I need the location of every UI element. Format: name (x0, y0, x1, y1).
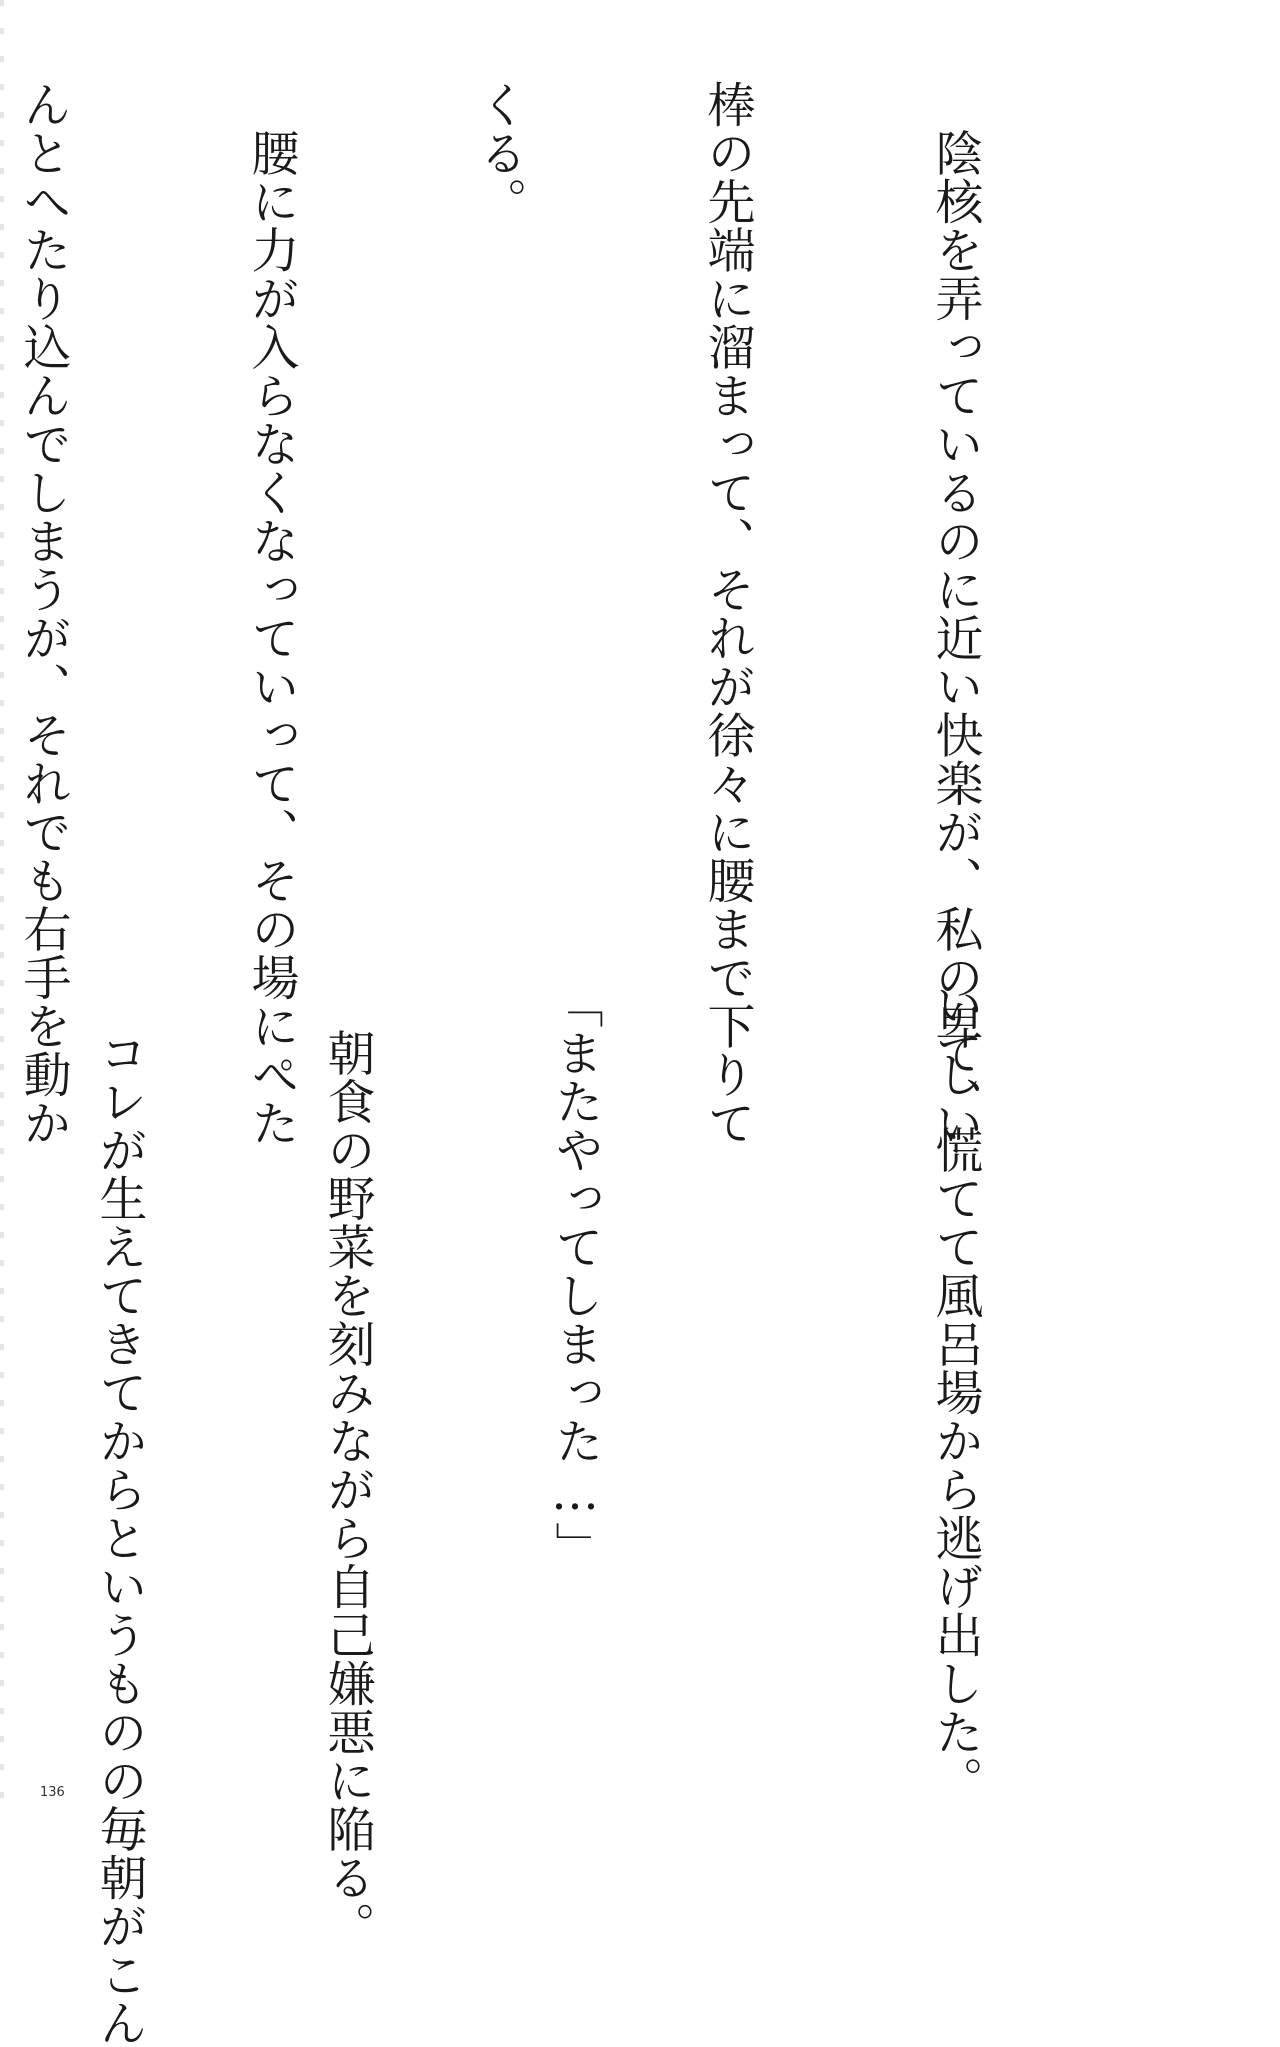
text-column: コレが生えてきてからというものの毎朝がこん (91, 980, 147, 2047)
text-column: 棒の先端に溜まって、それが徐々に腰まで下りて (699, 80, 755, 1147)
text-column: 「またやってしまった…」 (547, 980, 603, 1570)
text-column: 朝食の野菜を刻みながら自己嫌悪に陥る。 (319, 980, 375, 1950)
page-number: 136 (40, 1785, 65, 1800)
text-column: 陰核を弄っているのに近い快楽が、私の卑しい (927, 80, 983, 1147)
text-column: んとへたり込んでしまうが、それでも右手を動か (15, 80, 71, 1147)
text-block-upper (0, 80, 1145, 1147)
text-column: 腰に力が入らなくなっていって、その場にぺた (243, 80, 299, 1147)
text-column: くる。 (471, 80, 527, 226)
text-column: いて、慌てて風呂場から逃げ出した。 (927, 980, 983, 1805)
